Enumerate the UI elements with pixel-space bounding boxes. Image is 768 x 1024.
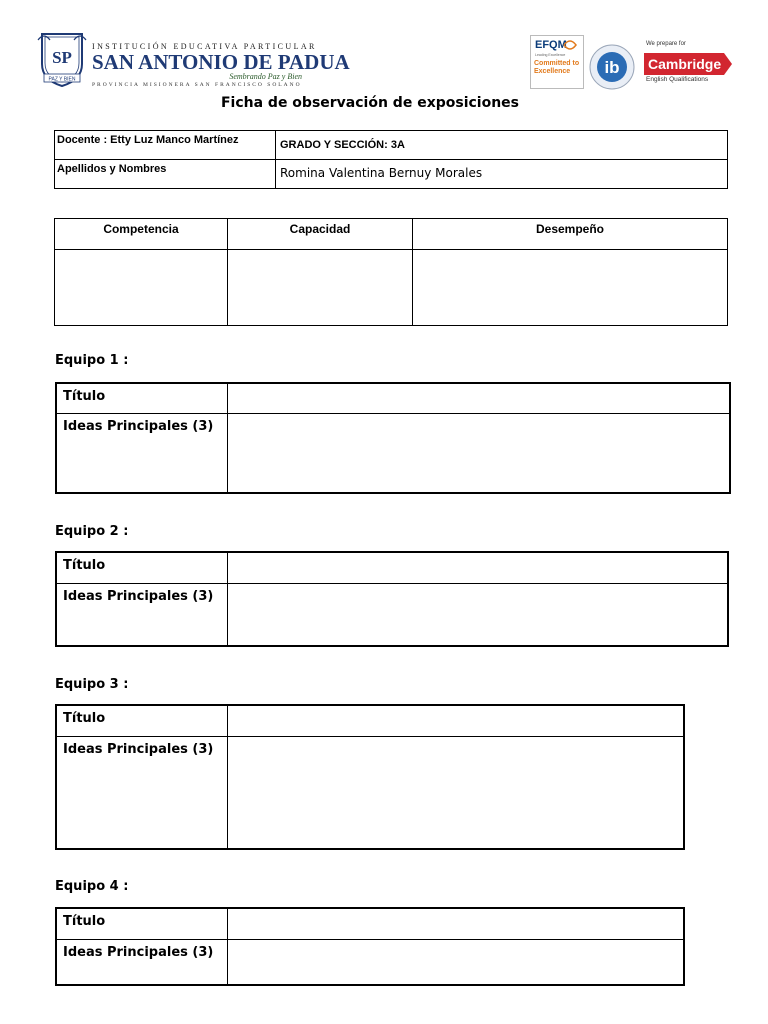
team-3-title-label: Título bbox=[56, 705, 228, 736]
info-table bbox=[54, 130, 728, 189]
desempeno-field[interactable] bbox=[413, 250, 728, 326]
teacher-cell: Docente : Etty Luz Manco Martínez bbox=[55, 131, 276, 160]
svg-text:ib: ib bbox=[604, 58, 620, 77]
school-name: SAN ANTONIO DE PADUA bbox=[92, 50, 350, 74]
school-motto: Sembrando Paz y Bien bbox=[229, 72, 302, 81]
team-2-title-field[interactable] bbox=[228, 552, 729, 583]
team-4-ideas-label: Ideas Principales (3) bbox=[56, 939, 228, 985]
svg-text:Cambridge: Cambridge bbox=[648, 56, 722, 72]
efqm-subtitle: Leading Excellence bbox=[535, 53, 566, 57]
cambridge-logo bbox=[640, 40, 734, 86]
cambridge-top-text: We prepare for bbox=[646, 41, 686, 47]
competencia-field[interactable] bbox=[55, 250, 228, 326]
cambridge-bottom-text: English Qualifications bbox=[646, 76, 709, 83]
team-4-table bbox=[55, 907, 685, 986]
header-desempeno: Desempeño bbox=[413, 219, 728, 250]
team-1-title-field[interactable] bbox=[228, 383, 731, 413]
grade-cell: GRADO Y SECCIÓN: 3A bbox=[276, 131, 728, 160]
team-4-ideas-field[interactable] bbox=[228, 939, 685, 985]
school-logo bbox=[36, 30, 350, 90]
team-3-ideas-field[interactable] bbox=[228, 736, 685, 849]
efqm-committed: Committed to Excellence bbox=[534, 60, 580, 75]
efqm-swirl-icon bbox=[563, 39, 577, 51]
student-label-cell: Apellidos y Nombres bbox=[55, 160, 276, 189]
team-3-label: Equipo 3 : bbox=[55, 677, 129, 692]
ib-logo-icon bbox=[588, 43, 636, 91]
province-line: PROVINCIA MISIONERA SAN FRANCISCO SOLANO bbox=[92, 82, 302, 88]
team-2-label: Equipo 2 : bbox=[55, 524, 129, 539]
team-1-ideas-label: Ideas Principales (3) bbox=[56, 413, 228, 493]
cambridge-banner bbox=[644, 53, 734, 75]
header-competencia: Competencia bbox=[55, 219, 228, 250]
team-2-ideas-field[interactable] bbox=[228, 583, 729, 646]
competency-table bbox=[54, 218, 728, 326]
team-1-label: Equipo 1 : bbox=[55, 353, 129, 368]
team-2-table bbox=[55, 551, 729, 647]
team-1-table bbox=[55, 382, 731, 494]
capacidad-field[interactable] bbox=[228, 250, 413, 326]
institution-line: INSTITUCIÓN EDUCATIVA PARTICULAR bbox=[92, 42, 317, 51]
team-4-title-field[interactable] bbox=[228, 908, 685, 939]
team-1-ideas-field[interactable] bbox=[228, 413, 731, 493]
header-capacidad: Capacidad bbox=[228, 219, 413, 250]
team-4-title-label: Título bbox=[56, 908, 228, 939]
team-4-label: Equipo 4 : bbox=[55, 879, 129, 894]
efqm-logo bbox=[530, 35, 584, 89]
school-crest-icon bbox=[36, 30, 88, 88]
team-3-table bbox=[55, 704, 685, 850]
svg-text:SP: SP bbox=[52, 48, 72, 67]
student-name-field[interactable]: Romina Valentina Bernuy Morales bbox=[276, 160, 728, 189]
svg-text:PAZ Y BIEN: PAZ Y BIEN bbox=[48, 76, 76, 83]
team-3-title-field[interactable] bbox=[228, 705, 685, 736]
team-2-title-label: Título bbox=[56, 552, 228, 583]
team-1-title-label: Título bbox=[56, 383, 228, 413]
team-3-ideas-label: Ideas Principales (3) bbox=[56, 736, 228, 849]
efqm-title: EFQM bbox=[535, 39, 567, 51]
team-2-ideas-label: Ideas Principales (3) bbox=[56, 583, 228, 646]
document-title: Ficha de observación de exposiciones bbox=[220, 95, 520, 111]
